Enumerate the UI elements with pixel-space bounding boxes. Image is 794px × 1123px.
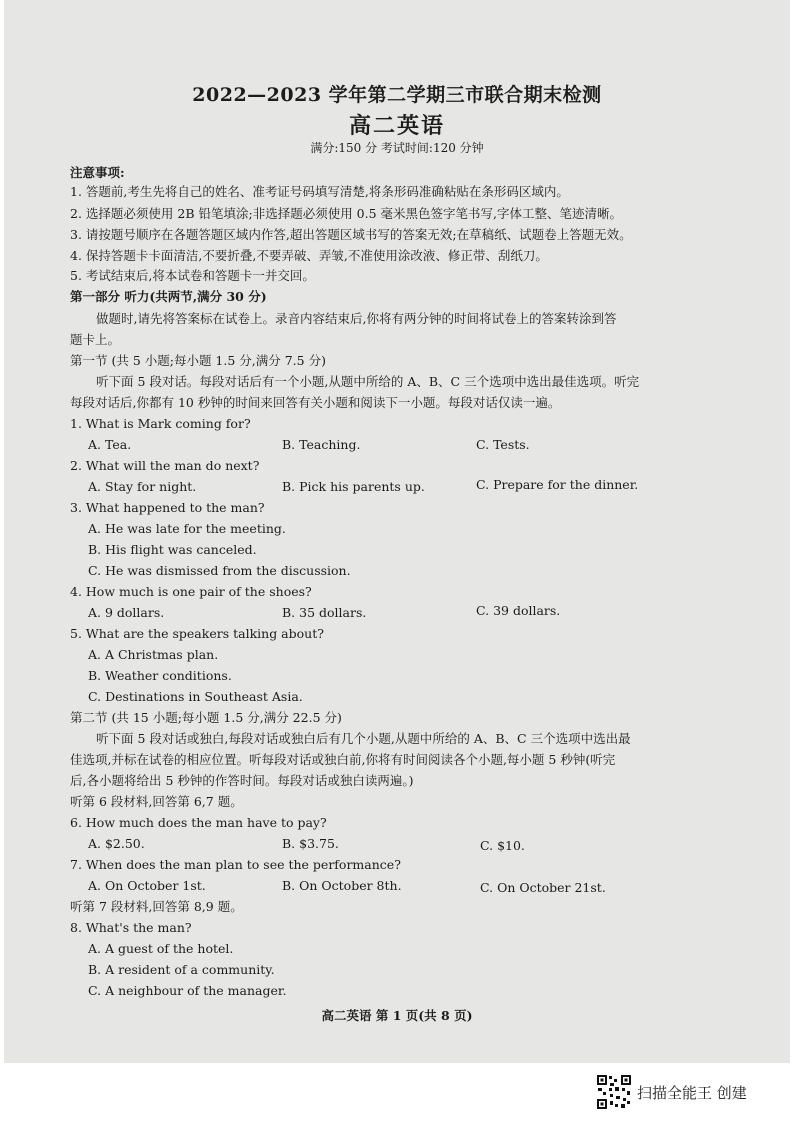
note-item: 3. 请按题号顺序在各题答题区域内作答,超出答题区域书写的答案无效;在草稿纸、试题卷上答题无效。 <box>70 227 632 242</box>
option-b: B. A resident of a community. <box>88 962 275 977</box>
option-a: A. Stay for night. <box>88 479 197 494</box>
option-b: B. 35 dollars. <box>282 605 367 620</box>
notes-heading: 注意事项: <box>70 165 125 180</box>
option-b: B. Pick his parents up. <box>282 479 425 494</box>
exam-meta: 满分:150 分 考试时间:120 分钟 <box>310 141 484 155</box>
option-a: A. Tea. <box>88 437 132 452</box>
section2-instruction: 后,各小题将给出 5 秒钟的作答时间。每段对话或独白读两遍。) <box>70 773 414 788</box>
option-b: B. Teaching. <box>282 437 361 452</box>
exam-subject: 高二英语 <box>348 113 445 139</box>
option-c: C. Prepare for the dinner. <box>476 477 639 492</box>
option-a: A. 9 dollars. <box>88 605 165 620</box>
question-text: 1. What is Mark coming for? <box>70 416 251 431</box>
option-b: B. On October 8th. <box>282 878 402 893</box>
option-c: C. Destinations in Southeast Asia. <box>88 689 303 704</box>
section2-instruction: 佳选项,并标在试卷的相应位置。听每段对话或独白前,你将有时间阅读各个小题,每小题 5 秒钟(听完 <box>70 752 616 767</box>
qr-code-icon <box>596 1074 632 1110</box>
option-c: C. Tests. <box>476 437 530 452</box>
question-text: 5. What are the speakers talking about? <box>70 626 324 641</box>
part1-intro: 做题时,请先将答案标在试卷上。录音内容结束后,你将有两分钟的时间将试卷上的答案转涂到答 <box>96 311 617 326</box>
option-a: A. A guest of the hotel. <box>88 941 234 956</box>
note-item: 2. 选择题必须使用 2B 铅笔填涂;非选择题必须使用 0.5 毫米黑色签字笔书写,字体工整、笔迹清晰。 <box>70 206 622 221</box>
question-text: 7. When does the man plan to see the performance? <box>70 857 401 872</box>
option-a: A. He was late for the meeting. <box>88 521 286 536</box>
option-b: B. His flight was canceled. <box>88 542 257 557</box>
question-text: 8. What's the man? <box>70 920 192 935</box>
section2-heading: 第二节 (共 15 小题;每小题 1.5 分,满分 22.5 分) <box>70 710 342 725</box>
material-label: 听第 7 段材料,回答第 8,9 题。 <box>70 899 243 914</box>
exam-title: 2022—2023 学年第二学期三市联合期末检测 <box>192 84 602 106</box>
page-footer: 高二英语 第 1 页(共 8 页) <box>321 1008 473 1023</box>
option-c: C. He was dismissed from the discussion. <box>88 563 351 578</box>
section2-instruction: 听下面 5 段对话或独白,每段对话或独白后有几个小题,从题中所给的 A、B、C 三个选项中选出最 <box>96 731 631 746</box>
option-c: C. $10. <box>480 838 525 853</box>
option-c: C. A neighbour of the manager. <box>88 983 287 998</box>
option-a: A. A Christmas plan. <box>88 647 219 662</box>
option-a: A. On October 1st. <box>88 878 206 893</box>
question-text: 4. How much is one pair of the shoes? <box>70 584 312 599</box>
option-a: A. $2.50. <box>88 836 145 851</box>
option-c: C. 39 dollars. <box>476 603 561 618</box>
note-item: 4. 保持答题卡卡面清洁,不要折叠,不要弄破、弄皱,不准使用涂改液、修正带、刮纸刀。 <box>70 248 548 263</box>
note-item: 5. 考试结束后,将本试卷和答题卡一并交回。 <box>70 268 315 283</box>
note-item: 1. 答题前,考生先将自己的姓名、准考证号码填写清楚,将条形码准确粘贴在条形码区域内。 <box>70 184 569 199</box>
section1-instruction: 听下面 5 段对话。每段对话后有一个小题,从题中所给的 A、B、C 三个选项中选出最佳选项。听完 <box>96 374 640 389</box>
question-text: 2. What will the man do next? <box>70 458 260 473</box>
option-c: C. On October 21st. <box>480 880 606 895</box>
option-b: B. Weather conditions. <box>88 668 232 683</box>
option-b: B. $3.75. <box>282 836 339 851</box>
question-text: 6. How much does the man have to pay? <box>70 815 327 830</box>
exam-page <box>4 0 790 1063</box>
question-text: 3. What happened to the man? <box>70 500 265 515</box>
part1-heading: 第一部分 听力(共两节,满分 30 分) <box>70 289 267 304</box>
part1-intro: 题卡上。 <box>70 332 121 347</box>
scanner-watermark-text: 扫描全能王 创建 <box>637 1084 747 1102</box>
material-label: 听第 6 段材料,回答第 6,7 题。 <box>70 794 243 809</box>
section1-heading: 第一节 (共 5 小题;每小题 1.5 分,满分 7.5 分) <box>70 353 326 368</box>
section1-instruction: 每段对话后,你都有 10 秒钟的时间来回答有关小题和阅读下一小题。每段对话仅读一遍。 <box>70 395 561 410</box>
